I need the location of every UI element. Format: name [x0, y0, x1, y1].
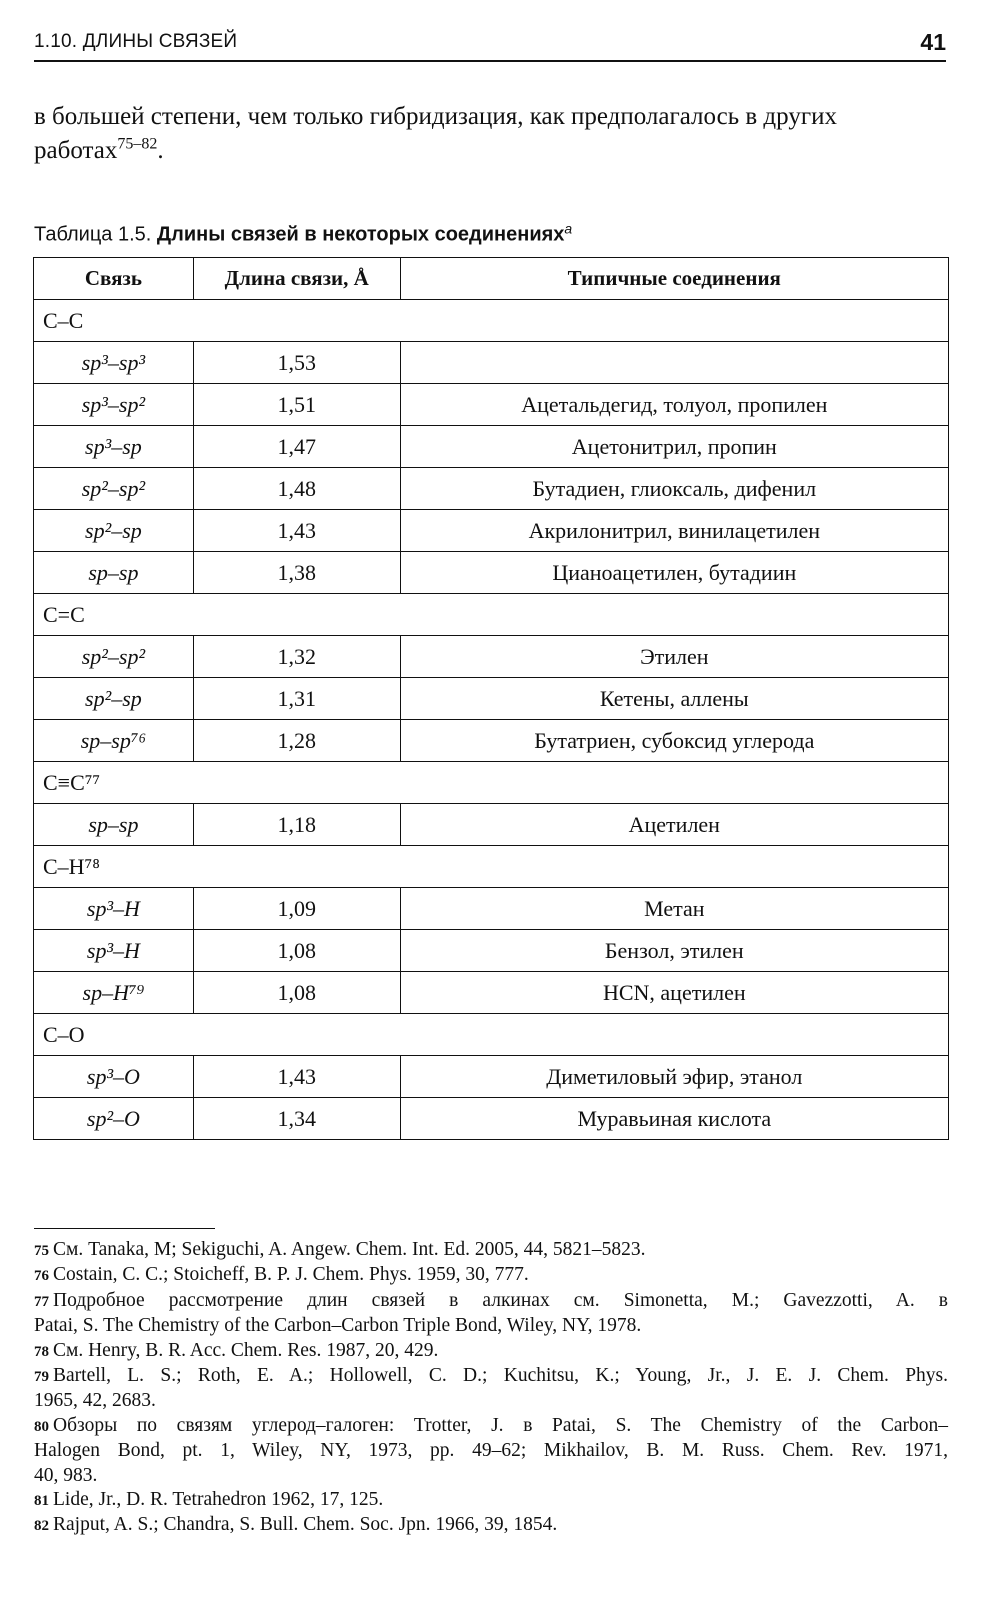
length-cell: 1,32 [193, 636, 400, 678]
intro-line-2-text: работах [34, 137, 118, 164]
header-bond: Связь [34, 258, 194, 300]
bond-cell [34, 930, 194, 972]
compounds-cell: HCN, ацетилен [400, 972, 948, 1014]
group-label: C–H⁷⁸ [34, 846, 949, 888]
compounds-cell: Метан [400, 888, 948, 930]
bond-cell [34, 552, 194, 594]
length-cell: 1,08 [193, 930, 400, 972]
table-row [34, 678, 949, 720]
footnote-line [34, 1488, 948, 1513]
bond-cell [34, 510, 194, 552]
length-cell: 1,09 [193, 888, 400, 930]
table-row [34, 384, 949, 426]
table-group-row [34, 762, 949, 804]
footnote [34, 1263, 948, 1288]
table-row [34, 468, 949, 510]
table-row [34, 720, 949, 762]
compounds-cell: Акрилонитрил, винилацетилен [400, 510, 948, 552]
footnote-number: 77 [34, 1293, 49, 1310]
footnote [34, 1513, 948, 1538]
compounds-cell: Этилен [400, 636, 948, 678]
footnote-text: Обзоры по связям углерод–галоген: Trotter, J. в Patai, S. The Chemistry of the Carbon– [53, 1414, 948, 1436]
bond-cell [34, 720, 194, 762]
bond-type: sp–sp⁷⁶ [80, 727, 147, 753]
footnote-line [34, 1289, 948, 1314]
length-cell: 1,34 [193, 1098, 400, 1140]
bond-type: sp³–H [86, 895, 140, 921]
caption-note: a [564, 220, 573, 236]
footnote-number: 79 [34, 1369, 49, 1386]
footnote-number: 82 [34, 1518, 49, 1535]
table-row [34, 636, 949, 678]
table-caption [34, 220, 572, 247]
table-row [34, 972, 949, 1014]
length-cell: 1,48 [193, 468, 400, 510]
table-row [34, 510, 949, 552]
length-cell: 1,43 [193, 510, 400, 552]
footnote [34, 1289, 948, 1339]
bond-type: sp–sp [88, 811, 139, 837]
citation-ref: 75–82 [117, 135, 158, 153]
table-group-row [34, 594, 949, 636]
group-label: C–C [34, 300, 949, 342]
page-number: 41 [920, 29, 946, 55]
bond-cell [34, 804, 194, 846]
footnote-line [34, 1238, 948, 1263]
bond-length-table [33, 257, 949, 1140]
group-label: C=C [34, 594, 949, 636]
table-row [34, 888, 949, 930]
footnote-text: Lide, Jr., D. R. Tetrahedron 1962, 17, 125. [53, 1489, 384, 1511]
compounds-cell: Цианоацетилен, бутадиин [400, 552, 948, 594]
bond-cell [34, 1056, 194, 1098]
bond-type: sp³–H [86, 937, 140, 963]
footnote-text: 40, 983. [34, 1464, 98, 1486]
length-cell: 1,38 [193, 552, 400, 594]
length-cell: 1,18 [193, 804, 400, 846]
chapter-title: 1.10. ДЛИНЫ СВЯЗЕЙ [34, 31, 238, 52]
table-row [34, 930, 949, 972]
bond-type: sp³–sp³ [81, 349, 146, 375]
bond-type: sp–H⁷⁹ [82, 979, 145, 1005]
table-row [34, 804, 949, 846]
footnote-number: 80 [34, 1418, 49, 1435]
bond-cell [34, 426, 194, 468]
intro-line-1: в большей степени, чем только гибридизация, как предполагалось в других [34, 103, 837, 130]
footnote-line [34, 1513, 948, 1538]
compounds-cell: Ацетилен [400, 804, 948, 846]
footnote-number: 78 [34, 1343, 49, 1360]
bond-cell [34, 888, 194, 930]
length-cell: 1,43 [193, 1056, 400, 1098]
footnote-text: Rajput, A. S.; Chandra, S. Bull. Chem. Soc. Jpn. 1966, 39, 1854. [53, 1514, 558, 1536]
length-cell: 1,51 [193, 384, 400, 426]
compounds-cell: Ацетальдегид, толуол, пропилен [400, 384, 948, 426]
length-cell: 1,47 [193, 426, 400, 468]
bond-cell [34, 468, 194, 510]
table-group-row [34, 846, 949, 888]
bond-type: sp²–O [86, 1105, 140, 1131]
table-row [34, 1056, 949, 1098]
footnote-separator [34, 1228, 215, 1229]
table-row [34, 552, 949, 594]
footnote-text: Costain, C. C.; Stoicheff, B. P. J. Chem. Phys. 1959, 30, 777. [53, 1264, 529, 1286]
footnote [34, 1238, 948, 1263]
footnote-number: 76 [34, 1268, 49, 1285]
compounds-cell: Бутатриен, субоксид углерода [400, 720, 948, 762]
bond-cell [34, 972, 194, 1014]
running-header [34, 28, 946, 62]
compounds-cell: Ацетонитрил, пропин [400, 426, 948, 468]
intro-line-2-end: . [157, 137, 164, 164]
header-length: Длина связи, Å [193, 258, 400, 300]
compounds-cell: Бензол, этилен [400, 930, 948, 972]
compounds-cell [400, 342, 948, 384]
footnote [34, 1364, 948, 1414]
bond-type: sp³–sp [85, 433, 142, 459]
bond-cell [34, 636, 194, 678]
table-row [34, 426, 949, 468]
caption-prefix: Таблица 1.5. [34, 223, 152, 246]
footnote-number: 75 [34, 1243, 49, 1259]
footnote-text: Подробное рассмотрение длин связей в алкинах см. Simonetta, M.; Gavezzotti, A. в [53, 1289, 948, 1311]
footnote-line [34, 1339, 948, 1364]
table-header-row [34, 258, 949, 300]
bond-type: sp³–sp² [81, 391, 146, 417]
footnote-text: Bartell, L. S.; Roth, E. A.; Hollowell, C. D.; Kuchitsu, K.; Young, Jr., J. E. J. Chem. Phys. [53, 1365, 948, 1387]
bond-type: sp³–O [86, 1063, 140, 1089]
length-cell: 1,31 [193, 678, 400, 720]
intro-line-2 [34, 134, 946, 168]
intro-paragraph [34, 100, 946, 168]
footnote-number: 81 [34, 1493, 49, 1510]
length-cell: 1,28 [193, 720, 400, 762]
table-row [34, 342, 949, 384]
length-cell: 1,08 [193, 972, 400, 1014]
footnotes [34, 1238, 948, 1539]
footnote-text: См. Tanaka, M; Sekiguchi, A. Angew. Chem. Int. Ed. 2005, 44, 5821–5823. [53, 1239, 646, 1260]
bond-type: sp–sp [88, 559, 139, 585]
footnote-text: Halogen Bond, pt. 1, Wiley, NY, 1973, pp. 49–62; Mikhailov, B. M. Russ. Chem. Rev. 1971, [34, 1440, 948, 1462]
bond-cell [34, 384, 194, 426]
bond-cell [34, 1098, 194, 1140]
table-group-row [34, 1014, 949, 1056]
bond-cell [34, 678, 194, 720]
bond-type: sp²–sp² [81, 643, 146, 669]
footnote-line [34, 1263, 948, 1288]
footnote [34, 1488, 948, 1513]
compounds-cell: Диметиловый эфир, этанол [400, 1056, 948, 1098]
group-label: C–O [34, 1014, 949, 1056]
bond-type: sp²–sp [85, 517, 142, 543]
bond-cell [34, 342, 194, 384]
footnote-line [34, 1364, 948, 1389]
footnote-line [34, 1314, 948, 1338]
compounds-cell: Бутадиен, глиоксаль, дифенил [400, 468, 948, 510]
compounds-cell: Кетены, аллены [400, 678, 948, 720]
group-label: C≡C⁷⁷ [34, 762, 949, 804]
footnote-text: 1965, 42, 2683. [34, 1390, 156, 1412]
compounds-cell: Муравьиная кислота [400, 1098, 948, 1140]
footnote-line [34, 1439, 948, 1463]
footnote [34, 1339, 948, 1364]
bond-type: sp²–sp [85, 685, 142, 711]
table-row [34, 1098, 949, 1140]
footnote-text: См. Henry, B. R. Acc. Chem. Res. 1987, 20, 429. [53, 1339, 439, 1361]
footnote [34, 1414, 948, 1488]
footnote-line [34, 1464, 948, 1488]
bond-type: sp²–sp² [81, 475, 146, 501]
caption-title: Длины связей в некоторых соединениях [156, 223, 565, 246]
table-group-row [34, 300, 949, 342]
length-cell: 1,53 [193, 342, 400, 384]
footnote-line [34, 1389, 948, 1413]
header-compounds: Типичные соединения [400, 258, 948, 300]
footnote-line [34, 1414, 948, 1439]
footnote-text: Patai, S. The Chemistry of the Carbon–Carbon Triple Bond, Wiley, NY, 1978. [34, 1315, 642, 1337]
